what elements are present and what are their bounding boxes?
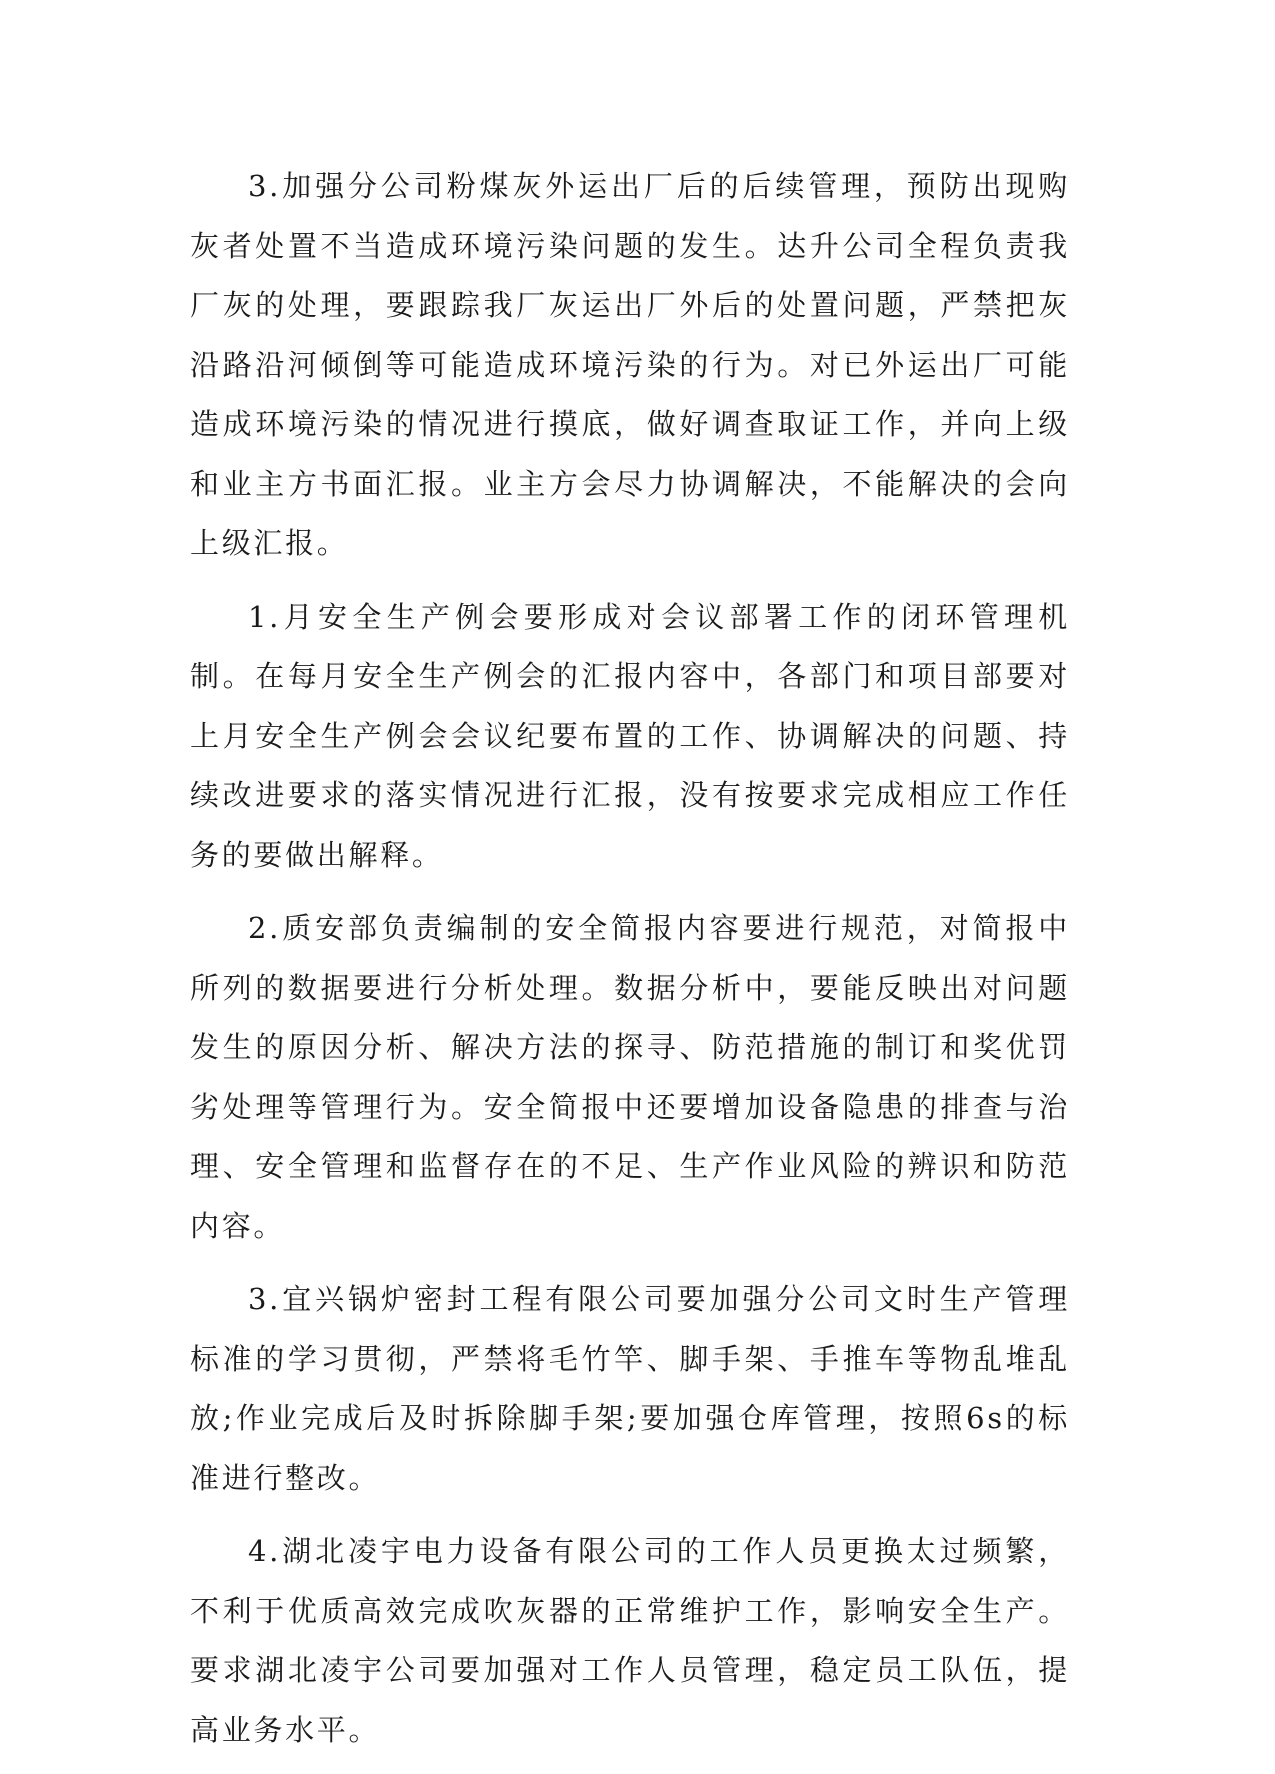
- paragraph-monthly-safety-meeting: 1.月安全生产例会要形成对会议部署工作的闭环管理机制。在每月安全生产例会的汇报内容中，各部门和项目部要对上月安全生产例会会议纪要布置的工作、协调解决的问题、持续改进要求的落实情况进行汇报，没有按要求完成相应工作任务的要做出解释。: [190, 599, 1070, 872]
- paragraph-ash-management: 3.加强分公司粉煤灰外运出厂后的后续管理，预防出现购灰者处置不当造成环境污染问题的发生。达升公司全程负责我厂灰的处理，要跟踪我厂灰运出厂外后的处置问题，严禁把灰沿路沿河倾倒等可能造成环境污染的行为。对已外运出厂可能造成环境污染的情况进行摸底，做好调查取证工作，并向上级和业主方书面汇报。业主方会尽力协调解决，不能解决的会向上级汇报。: [190, 169, 1070, 560]
- document-body: [190, 157, 1070, 1774]
- paragraph-safety-bulletin: 2.质安部负责编制的安全简报内容要进行规范，对简报中所列的数据要进行分析处理。数据分析中，要能反映出对问题发生的原因分析、解决方法的探寻、防范措施的制订和奖优罚劣处理等管理行为。安全简报中还要增加设备隐患的排查与治理、安全管理和监督存在的不足、生产作业风险的辨识和防范内容。: [190, 911, 1070, 1243]
- paragraph-yixing-boiler-seal: 3.宜兴锅炉密封工程有限公司要加强分公司文时生产管理标准的学习贯彻，严禁将毛竹竿、脚手架、手推车等物乱堆乱放;作业完成后及时拆除脚手架;要加强仓库管理，按照6s的标准进行整改。: [190, 1282, 1070, 1495]
- paragraph-hubei-lingyu: 4.湖北凌宇电力设备有限公司的工作人员更换太过频繁，不利于优质高效完成吹灰器的正常维护工作，影响安全生产。要求湖北凌宇公司要加强对工作人员管理，稳定员工队伍，提高业务水平。: [190, 1534, 1070, 1747]
